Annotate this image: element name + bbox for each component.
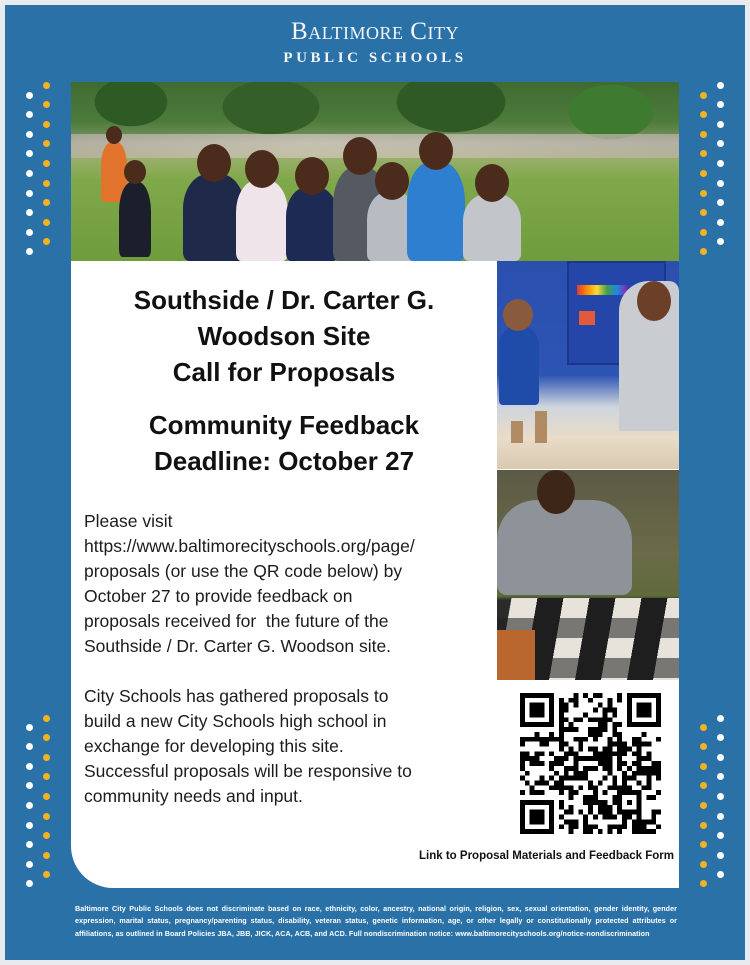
decorative-dot (26, 724, 33, 731)
decorative-dot (43, 219, 50, 226)
paragraph-line: Successful proposals will be responsive to (84, 761, 412, 781)
paragraph-line: City Schools has gathered proposals to (84, 686, 389, 706)
trees-background (71, 82, 679, 142)
teen-figure (497, 500, 632, 595)
deadline-line: Community Feedback (148, 410, 420, 440)
decorative-dot (26, 743, 33, 750)
decorative-dot (43, 871, 50, 878)
decorative-dot (700, 131, 707, 138)
decorative-dot (717, 199, 724, 206)
decorative-dot (700, 743, 707, 750)
decorative-dot (717, 813, 724, 820)
decorative-dot (700, 861, 707, 868)
person-figure (236, 180, 288, 261)
feedback-instructions-paragraph (84, 509, 494, 659)
qr-caption: Link to Proposal Materials and Feedback Form (419, 850, 674, 862)
decorative-dot (717, 871, 724, 878)
paragraph-line: Southside / Dr. Carter G. Woodson site. (84, 636, 392, 656)
decorative-dot (717, 121, 724, 128)
decorative-dot (26, 802, 33, 809)
paragraph-line: build a new City Schools high school in (84, 711, 387, 731)
decorative-dot (717, 773, 724, 780)
decorative-dot (26, 841, 33, 848)
child-figure (499, 325, 539, 405)
logo-line-1: Baltimore City (291, 18, 459, 45)
decorative-dot (26, 248, 33, 255)
flyer-title (71, 282, 497, 479)
decorative-dot (43, 82, 50, 89)
person-figure (407, 162, 465, 261)
decorative-dot (26, 150, 33, 157)
person-figure (286, 187, 338, 261)
decorative-dot (26, 131, 33, 138)
decorative-dot (26, 190, 33, 197)
group-of-smiling-children-on-field-photo (71, 82, 679, 261)
decorative-dot (43, 832, 50, 839)
decorative-dot (700, 209, 707, 216)
decorative-dot (26, 111, 33, 118)
child-and-adult-doing-crafts-photo (497, 261, 679, 469)
decorative-dot (43, 793, 50, 800)
decorative-dot (43, 180, 50, 187)
deadline-line: Deadline: October 27 (153, 446, 415, 476)
decorative-dot (43, 140, 50, 147)
decorative-dot (43, 715, 50, 722)
decorative-dot (43, 734, 50, 741)
paragraph-line: proposals (or use the QR code below) by (84, 561, 403, 581)
decorative-dot (700, 229, 707, 236)
decorative-dot (717, 101, 724, 108)
paragraph-line: proposals received for the future of the (84, 611, 389, 631)
qr-code-icon[interactable] (520, 693, 661, 834)
decorative-dot (26, 92, 33, 99)
district-logo (0, 17, 750, 67)
decorative-dot (700, 190, 707, 197)
teen-playing-giant-chess-photo (497, 470, 679, 680)
decorative-dot (26, 861, 33, 868)
decorative-dot (717, 793, 724, 800)
decorative-dot (717, 140, 724, 147)
person-figure (463, 194, 521, 261)
decorative-dot (717, 832, 724, 839)
decorative-dot (43, 852, 50, 859)
decorative-dot (700, 763, 707, 770)
decorative-dot (43, 199, 50, 206)
paragraph-line: exchange for developing this site. (84, 736, 344, 756)
decorative-dot (700, 111, 707, 118)
decorative-dot (26, 822, 33, 829)
decorative-dot (43, 160, 50, 167)
decorative-dot (700, 724, 707, 731)
decorative-dot (43, 101, 50, 108)
decorative-dot (43, 813, 50, 820)
proposal-description-paragraph (84, 684, 494, 809)
decorative-dot (700, 802, 707, 809)
decorative-dot (717, 852, 724, 859)
paragraph-line: community needs and input. (84, 786, 303, 806)
decorative-dot (26, 763, 33, 770)
proposals-url-link[interactable]: https://www.baltimorecityschools.org/page/ (84, 536, 415, 556)
decorative-dot (43, 773, 50, 780)
paragraph-line: October 27 to provide feedback on (84, 586, 353, 606)
decorative-dot (43, 121, 50, 128)
title-line: Call for Proposals (172, 357, 396, 387)
decorative-dot (717, 180, 724, 187)
decorative-dot (26, 782, 33, 789)
decorative-dot (717, 754, 724, 761)
nondiscrimination-notice: Baltimore City Public Schools does not discriminate based on race, ethnicity, color, ancestry, national origin, religion, sex, sexual orientation, gender identity, gender expression, marital status, pregnancy/parenting status, disability, veteran status, genetic information, age, or other legally or constitutionally protected attributes or affiliations, as outlined in Board Policies JBA, JBB, JICK, ACA, ACB, and ACD. Full nondiscrimination notice: www.baltimorecityschools.org/notice-nondiscrimination (75, 904, 677, 938)
decorative-dot (717, 160, 724, 167)
decorative-dot (43, 754, 50, 761)
decorative-dot (717, 82, 724, 89)
decorative-dot (700, 880, 707, 887)
decorative-dot (26, 209, 33, 216)
decorative-dot (700, 841, 707, 848)
decorative-dot (700, 150, 707, 157)
person-figure (119, 182, 151, 257)
decorative-dot (700, 822, 707, 829)
decorative-dot (26, 229, 33, 236)
decorative-dot (717, 219, 724, 226)
flyer-card (71, 82, 679, 888)
title-line: Southside / Dr. Carter G. (133, 285, 435, 315)
decorative-dot (26, 170, 33, 177)
decorative-dot (26, 880, 33, 887)
title-line: Woodson Site (197, 321, 371, 351)
decorative-dot (43, 238, 50, 245)
logo-line-2: PUBLIC SCHOOLS (283, 50, 467, 66)
paragraph-line: Please visit (84, 511, 173, 531)
decorative-dot (700, 782, 707, 789)
decorative-dot (717, 734, 724, 741)
adult-figure (619, 281, 679, 431)
decorative-dot (700, 92, 707, 99)
decorative-dot (717, 715, 724, 722)
decorative-dot (717, 238, 724, 245)
decorative-dot (700, 248, 707, 255)
decorative-dot (700, 170, 707, 177)
